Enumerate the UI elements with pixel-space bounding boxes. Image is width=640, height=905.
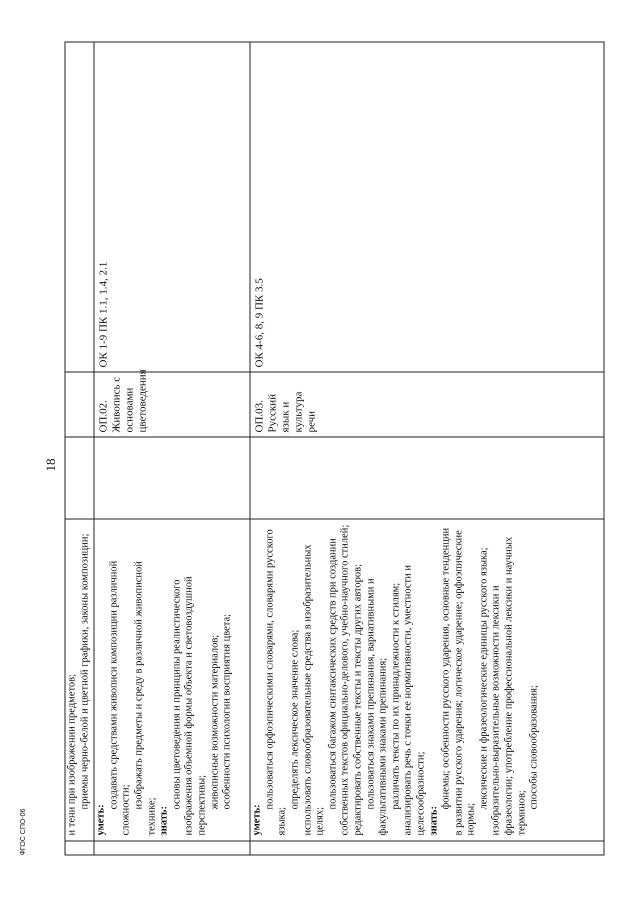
discipline-cell	[94, 369, 250, 437]
content-line: основы цветоведения и принципы реалистического изображения объемной формы объекта и световоздушной перспективы;	[171, 576, 208, 836]
section-heading: знать:	[158, 806, 170, 836]
content-line: различать тексты по их принадлежности к стилям;	[390, 582, 402, 810]
index-cell	[65, 841, 94, 855]
content-line: пользоваться багажом синтаксических средств при создании собственных текстов официально-делового, учебно-научного стилей;	[327, 524, 351, 836]
content-cell	[94, 519, 250, 841]
discipline-name: ОП.02. Живопись с основами цветоведения	[97, 369, 149, 433]
section-heading: уметь:	[95, 804, 107, 836]
hours-cell	[94, 437, 250, 519]
content-line: особенности психологии восприятия цвета;	[221, 613, 233, 810]
content-cell	[65, 519, 94, 841]
content-line: редактировать собственные тексты и тексты других авторов;	[352, 563, 364, 836]
content-line: приемы черно-белой и цветной графики, законы композиции;	[79, 533, 91, 810]
hours-cell	[250, 437, 604, 519]
section-heading: знать:	[428, 806, 439, 836]
section-heading: уметь:	[251, 804, 263, 836]
table-row	[65, 42, 94, 855]
footer-code: ФГОС СПО-06	[20, 808, 27, 856]
content-line: создавать средствами живописи композиции различной сложности;	[108, 560, 132, 836]
content-line: анализировать речь с точки ее нормативности, уместности и целесообразности;	[402, 564, 427, 836]
index-cell	[94, 841, 250, 855]
discipline-cell	[65, 372, 94, 437]
content-line: лексические и фразеологические единицы русского языка;	[478, 547, 490, 810]
content-line: определять лексическое значение слова;	[289, 629, 301, 810]
content-line: изобразительно-выразительные возможности лексики и фразеологии; употребление профессиональной лексики и научных терминов;	[490, 536, 528, 836]
content-line: способы словообразования;	[528, 685, 540, 810]
content-line: фонемы; особенности русского ударения, основные тенденции в развитии русского ударения; логическое ударение; орфоэпические нормы;	[440, 527, 477, 836]
content-line: пользоваться знаками препинания, вариативными и факультативными знаками препинания;	[365, 578, 389, 836]
hours-cell	[65, 437, 94, 519]
content-cell	[250, 519, 604, 841]
content-line: пользоваться орфоэпическими словарями, словарями русского языка;	[264, 529, 288, 836]
curriculum-table	[65, 42, 605, 856]
content-line: живописные возможности материалов;	[209, 634, 221, 810]
competencies-list: ОК 1-9 ПК 1.1, 1.4, 2.1	[97, 261, 110, 368]
content-line: и тени при изображении предметов;	[66, 673, 78, 836]
table-row	[250, 42, 604, 855]
competencies-cell	[65, 42, 94, 372]
competencies-list: ОК 4-6, 8, 9 ПК 3.5	[253, 278, 266, 368]
competencies-cell	[250, 42, 604, 372]
index-cell	[250, 841, 604, 855]
competencies-cell	[94, 42, 250, 372]
table-row	[94, 42, 250, 855]
content-line: использовать словообразовательные средства в изобразительных целях;	[302, 544, 326, 836]
page-number: 18	[43, 458, 58, 472]
curriculum-table-rotated	[65, 43, 605, 856]
content-line: изображать предметы и среду в различной живописной технике;	[133, 561, 158, 836]
discipline-name: ОП.03. Русский язык и культура речи	[253, 391, 318, 433]
discipline-cell	[250, 372, 604, 437]
